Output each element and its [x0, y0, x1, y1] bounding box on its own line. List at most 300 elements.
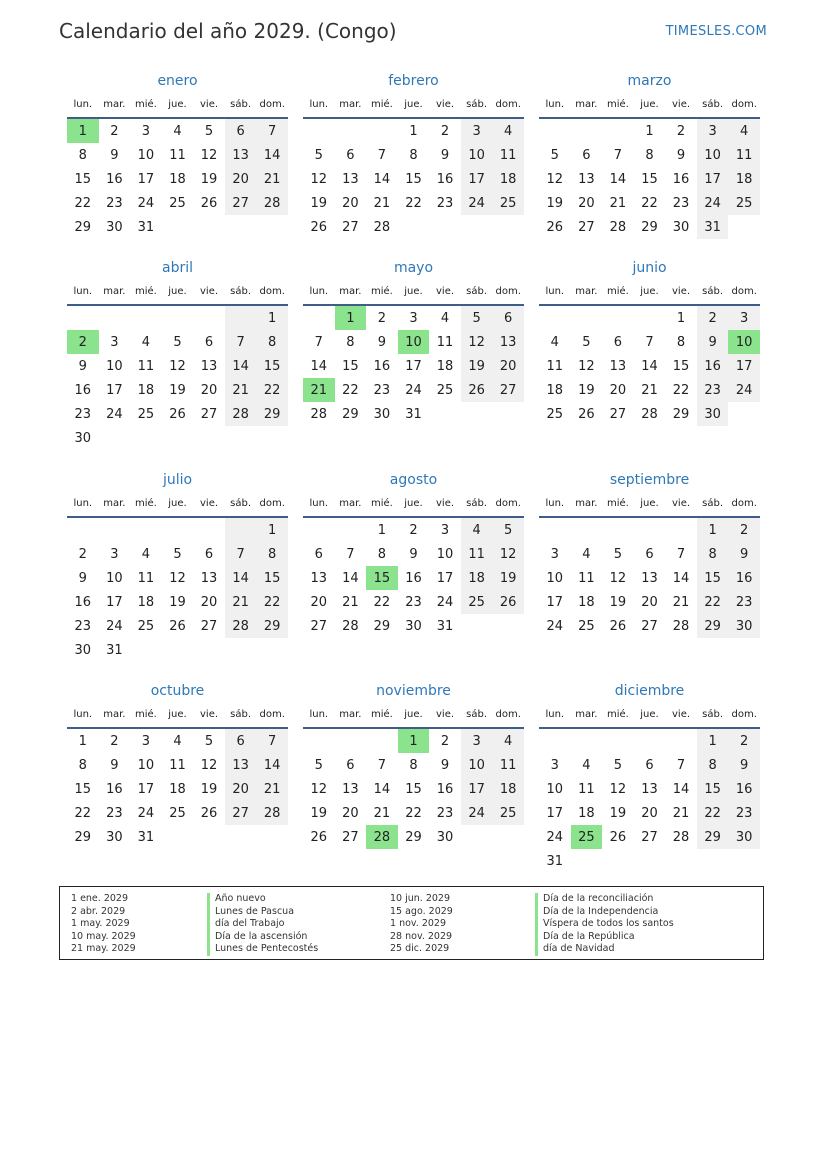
weekday-header: mar. — [99, 702, 131, 728]
day-cell: 27 — [200, 406, 218, 422]
empty-cell — [461, 614, 493, 638]
weekday-header: vie. — [193, 491, 225, 517]
day-cell: 28 — [310, 406, 328, 422]
day-cell: 22 — [74, 805, 92, 821]
day-cell: 14 — [373, 781, 391, 797]
day-cell: 30 — [405, 618, 422, 634]
day-cell: 17 — [461, 167, 493, 191]
day-cell: 30 — [697, 402, 729, 426]
day-cell: 27 — [310, 618, 328, 634]
day-cell: 17 — [405, 358, 422, 374]
day-cell: 16 — [728, 566, 760, 590]
day-cell: 5 — [173, 546, 182, 562]
day-cell: 28 — [225, 614, 257, 638]
day-cell: 7 — [613, 147, 623, 163]
day-cell: 5 — [492, 517, 524, 542]
day-cell: 24 — [461, 801, 493, 825]
legend-holiday-name: Año nuevo — [207, 893, 318, 906]
day-cell: 14 — [641, 358, 658, 374]
day-cell: 30 — [106, 219, 123, 235]
month-table — [539, 702, 760, 873]
day-cell: 9 — [697, 330, 729, 354]
day-cell: 26 — [492, 590, 524, 614]
empty-cell — [130, 426, 162, 450]
weekday-header: dom. — [492, 702, 524, 728]
day-cell: 13 — [200, 358, 218, 374]
day-cell: 26 — [200, 195, 218, 211]
day-cell: 15 — [256, 354, 288, 378]
day-cell: 12 — [200, 757, 218, 773]
empty-cell — [665, 728, 697, 753]
empty-cell — [193, 517, 225, 542]
empty-cell — [728, 402, 760, 426]
day-cell: 25 — [492, 191, 524, 215]
day-cell: 10 — [461, 143, 493, 167]
empty-cell — [366, 728, 398, 753]
day-cell: 21 — [303, 378, 335, 402]
day-cell: 24 — [137, 805, 155, 821]
day-cell: 29 — [373, 618, 391, 634]
month-septiembre — [539, 470, 760, 638]
day-cell: 31 — [546, 853, 564, 869]
empty-cell — [634, 305, 666, 330]
day-cell: 6 — [314, 546, 323, 562]
day-cell: 23 — [373, 382, 391, 398]
day-cell: 30 — [74, 430, 92, 446]
day-cell: 8 — [346, 334, 355, 350]
day-cell: 20 — [225, 167, 257, 191]
legend-dates-col-1 — [71, 893, 136, 956]
day-cell: 17 — [546, 594, 564, 610]
weekday-header: jue. — [162, 702, 194, 728]
day-cell: 24 — [436, 594, 454, 610]
weekday-header: mar. — [571, 279, 603, 305]
day-cell: 21 — [256, 167, 288, 191]
empty-cell — [697, 849, 729, 873]
legend-date: 1 ene. 2029 — [71, 893, 128, 904]
day-cell: 20 — [492, 354, 524, 378]
empty-cell — [193, 825, 225, 849]
weekday-header: mar. — [335, 491, 367, 517]
day-cell: 4 — [492, 118, 524, 143]
day-cell: 14 — [609, 171, 627, 187]
legend-names-col-1 — [207, 893, 318, 956]
day-cell: 8 — [676, 334, 686, 350]
empty-cell — [492, 402, 524, 426]
day-cell: 11 — [578, 781, 595, 797]
legend-holiday-name: Víspera de todos los santos — [535, 918, 674, 931]
day-cell: 3 — [550, 757, 559, 773]
weekday-header: lun. — [303, 279, 335, 305]
day-cell: 8 — [78, 147, 87, 163]
day-cell: 6 — [225, 728, 257, 753]
day-cell: 18 — [137, 382, 155, 398]
empty-cell — [225, 638, 257, 662]
empty-cell — [193, 215, 225, 239]
day-cell: 28 — [256, 191, 288, 215]
day-cell: 19 — [169, 382, 186, 398]
day-cell: 7 — [377, 147, 387, 163]
day-cell: 19 — [200, 171, 218, 187]
day-cell: 9 — [110, 147, 119, 163]
day-cell: 1 — [697, 728, 729, 753]
day-cell: 19 — [609, 594, 627, 610]
empty-cell — [303, 118, 335, 143]
empty-cell — [335, 728, 367, 753]
day-cell: 24 — [405, 382, 422, 398]
day-cell: 9 — [377, 334, 387, 350]
day-cell: 21 — [373, 195, 391, 211]
day-cell: 24 — [728, 378, 760, 402]
weekday-header: vie. — [665, 702, 697, 728]
day-cell: 16 — [672, 171, 690, 187]
day-cell: 9 — [78, 358, 87, 374]
day-cell: 10 — [106, 358, 123, 374]
day-cell: 24 — [106, 618, 123, 634]
day-cell: 3 — [141, 123, 151, 139]
month-name: noviembre — [376, 683, 451, 699]
month-name: diciembre — [614, 683, 685, 699]
weekday-header: dom. — [256, 92, 288, 118]
month-agosto — [303, 470, 524, 638]
day-cell: 1 — [335, 305, 367, 330]
weekday-header: mar. — [571, 491, 603, 517]
day-cell: 16 — [697, 354, 729, 378]
weekday-header: vie. — [665, 279, 697, 305]
legend-date: 21 may. 2029 — [71, 943, 136, 955]
empty-cell — [256, 215, 288, 239]
day-cell: 23 — [728, 590, 760, 614]
day-cell: 18 — [578, 594, 595, 610]
legend-holiday-name: Día de la Independencia — [535, 906, 674, 919]
month-mayo — [303, 258, 524, 426]
weekday-header: jue. — [634, 92, 666, 118]
day-cell: 31 — [405, 406, 422, 422]
day-cell: 5 — [314, 147, 323, 163]
day-cell: 29 — [74, 829, 92, 845]
weekday-header: lun. — [303, 491, 335, 517]
empty-cell — [539, 517, 571, 542]
empty-cell — [539, 305, 571, 330]
day-cell: 4 — [141, 334, 151, 350]
day-cell: 30 — [728, 614, 760, 638]
day-cell: 4 — [582, 546, 591, 562]
empty-cell — [492, 825, 524, 849]
day-cell: 13 — [578, 171, 595, 187]
day-cell: 29 — [697, 614, 729, 638]
weekday-header: sáb. — [225, 279, 257, 305]
day-cell: 17 — [137, 171, 155, 187]
day-cell: 29 — [672, 406, 690, 422]
day-cell: 23 — [436, 195, 454, 211]
day-cell: 10 — [137, 147, 155, 163]
day-cell: 19 — [200, 781, 218, 797]
day-cell: 23 — [436, 805, 454, 821]
weekday-header: sáb. — [461, 491, 493, 517]
day-cell: 25 — [169, 805, 186, 821]
day-cell: 4 — [582, 757, 591, 773]
weekday-header: jue. — [398, 702, 430, 728]
day-cell: 26 — [578, 406, 595, 422]
month-junio — [539, 258, 760, 426]
day-cell: 9 — [110, 757, 119, 773]
empty-cell — [67, 517, 99, 542]
weekday-header: mié. — [130, 92, 162, 118]
weekday-header: mié. — [366, 279, 398, 305]
day-cell: 2 — [110, 733, 119, 749]
day-cell: 4 — [461, 517, 493, 542]
day-cell: 9 — [440, 757, 450, 773]
holiday-legend — [59, 886, 764, 960]
day-cell: 25 — [169, 195, 186, 211]
month-name: octubre — [150, 683, 205, 699]
day-cell: 30 — [672, 219, 690, 235]
weekday-header: jue. — [634, 279, 666, 305]
weekday-header: mié. — [602, 279, 634, 305]
month-table — [303, 92, 524, 239]
day-cell: 4 — [550, 334, 559, 350]
weekday-header: jue. — [398, 279, 430, 305]
day-cell: 4 — [492, 728, 524, 753]
day-cell: 3 — [141, 733, 151, 749]
day-cell: 28 — [366, 825, 398, 849]
day-cell: 5 — [582, 334, 591, 350]
day-cell: 30 — [436, 829, 454, 845]
day-cell: 13 — [609, 358, 627, 374]
weekday-header: sáb. — [461, 92, 493, 118]
day-cell: 25 — [728, 191, 760, 215]
day-cell: 8 — [377, 546, 387, 562]
empty-cell — [728, 215, 760, 239]
empty-cell — [162, 426, 194, 450]
day-cell: 24 — [106, 406, 123, 422]
day-cell: 13 — [225, 753, 257, 777]
weekday-header: dom. — [256, 491, 288, 517]
day-cell: 12 — [609, 570, 627, 586]
day-cell: 18 — [436, 358, 454, 374]
legend-holiday-name: Día de la República — [535, 931, 674, 944]
brand-link[interactable]: TIMESLES.COM — [665, 24, 767, 39]
month-enero — [67, 71, 288, 239]
day-cell: 29 — [405, 829, 422, 845]
month-table — [303, 279, 524, 426]
day-cell: 1 — [676, 310, 686, 326]
day-cell: 12 — [200, 147, 218, 163]
legend-holiday-name: día del Trabajo — [207, 918, 318, 931]
day-cell: 14 — [310, 358, 328, 374]
day-cell: 8 — [697, 753, 729, 777]
day-cell: 14 — [672, 570, 690, 586]
day-cell: 20 — [310, 594, 328, 610]
day-cell: 16 — [373, 358, 391, 374]
day-cell: 28 — [672, 618, 690, 634]
day-cell: 19 — [578, 382, 595, 398]
day-cell: 7 — [256, 118, 288, 143]
day-cell: 9 — [440, 147, 450, 163]
day-cell: 1 — [256, 305, 288, 330]
day-cell: 4 — [173, 123, 182, 139]
day-cell: 10 — [398, 330, 430, 354]
day-cell: 12 — [578, 358, 595, 374]
empty-cell — [335, 517, 367, 542]
day-cell: 15 — [342, 358, 359, 374]
day-cell: 6 — [204, 334, 214, 350]
empty-cell — [193, 426, 225, 450]
empty-cell — [492, 215, 524, 239]
day-cell: 18 — [137, 594, 155, 610]
empty-cell — [256, 825, 288, 849]
weekday-header: lun. — [539, 491, 571, 517]
day-cell: 4 — [141, 546, 151, 562]
day-cell: 19 — [310, 195, 328, 211]
weekday-header: mié. — [130, 279, 162, 305]
weekday-header: sáb. — [697, 92, 729, 118]
day-cell: 9 — [78, 570, 87, 586]
empty-cell — [99, 426, 131, 450]
day-cell: 1 — [409, 123, 418, 139]
day-cell: 11 — [578, 570, 595, 586]
day-cell: 11 — [728, 143, 760, 167]
day-cell: 8 — [78, 757, 87, 773]
day-cell: 19 — [492, 566, 524, 590]
month-marzo — [539, 71, 760, 239]
day-cell: 20 — [578, 195, 595, 211]
day-cell: 8 — [645, 147, 654, 163]
day-cell: 6 — [582, 147, 591, 163]
day-cell: 2 — [440, 733, 450, 749]
day-cell: 15 — [405, 781, 422, 797]
month-table — [67, 491, 288, 662]
empty-cell — [429, 215, 461, 239]
day-cell: 6 — [645, 757, 654, 773]
day-cell: 5 — [613, 546, 623, 562]
day-cell: 17 — [106, 594, 123, 610]
day-cell: 22 — [641, 195, 658, 211]
day-cell: 3 — [409, 310, 418, 326]
day-cell: 22 — [342, 382, 359, 398]
empty-cell — [728, 849, 760, 873]
day-cell: 2 — [697, 305, 729, 330]
day-cell: 26 — [310, 219, 328, 235]
day-cell: 20 — [225, 777, 257, 801]
month-name: mayo — [393, 260, 434, 276]
day-cell: 21 — [641, 382, 658, 398]
month-table — [303, 702, 524, 849]
day-cell: 9 — [728, 753, 760, 777]
weekday-header: dom. — [728, 92, 760, 118]
day-cell: 9 — [409, 546, 418, 562]
day-cell: 8 — [256, 330, 288, 354]
day-cell: 11 — [137, 570, 155, 586]
day-cell: 27 — [609, 406, 627, 422]
day-cell: 27 — [342, 829, 359, 845]
day-cell: 19 — [310, 805, 328, 821]
day-cell: 2 — [728, 728, 760, 753]
empty-cell — [335, 118, 367, 143]
empty-cell — [634, 517, 666, 542]
day-cell: 11 — [436, 334, 454, 350]
day-cell: 30 — [74, 642, 92, 658]
day-cell: 22 — [697, 590, 729, 614]
weekday-header: dom. — [256, 702, 288, 728]
day-cell: 14 — [225, 354, 257, 378]
day-cell: 27 — [492, 378, 524, 402]
weekday-header: lun. — [67, 279, 99, 305]
month-name: febrero — [388, 73, 439, 89]
legend-date: 2 abr. 2029 — [71, 905, 126, 917]
day-cell: 15 — [74, 171, 92, 187]
weekday-header: mar. — [99, 491, 131, 517]
month-octubre — [67, 681, 288, 849]
legend-holiday-name: Lunes de Pentecostés — [207, 943, 318, 956]
month-name: agosto — [389, 472, 438, 488]
day-cell: 26 — [169, 406, 186, 422]
day-cell: 14 — [256, 143, 288, 167]
legend-dates-col-2 — [390, 893, 453, 956]
day-cell: 28 — [641, 406, 658, 422]
weekday-header: dom. — [728, 491, 760, 517]
day-cell: 12 — [492, 542, 524, 566]
weekday-header: vie. — [193, 702, 225, 728]
day-cell: 5 — [204, 733, 214, 749]
day-cell: 12 — [461, 330, 493, 354]
day-cell: 8 — [697, 542, 729, 566]
weekday-header: mar. — [99, 92, 131, 118]
day-cell: 29 — [74, 219, 92, 235]
day-cell: 13 — [225, 143, 257, 167]
weekday-header: mié. — [366, 92, 398, 118]
day-cell: 15 — [256, 566, 288, 590]
weekday-header: sáb. — [461, 702, 493, 728]
month-noviembre — [303, 681, 524, 849]
legend-holiday-name: Día de la reconciliación — [535, 893, 674, 906]
day-cell: 24 — [461, 191, 493, 215]
weekday-header: mar. — [571, 702, 603, 728]
day-cell: 6 — [645, 546, 654, 562]
day-cell: 28 — [672, 829, 690, 845]
day-cell: 28 — [373, 219, 391, 235]
day-cell: 3 — [440, 522, 450, 538]
day-cell: 27 — [342, 219, 359, 235]
day-cell: 22 — [256, 590, 288, 614]
day-cell: 29 — [697, 825, 729, 849]
day-cell: 5 — [461, 305, 493, 330]
empty-cell — [602, 849, 634, 873]
day-cell: 26 — [169, 618, 186, 634]
day-cell: 3 — [110, 334, 119, 350]
empty-cell — [225, 215, 257, 239]
day-cell: 25 — [492, 801, 524, 825]
weekday-header: dom. — [492, 491, 524, 517]
page-title: Calendario del año 2029. (Congo) — [59, 19, 397, 43]
weekday-header: lun. — [67, 702, 99, 728]
legend-holiday-name: Lunes de Pascua — [207, 906, 318, 919]
day-cell: 1 — [67, 118, 99, 143]
day-cell: 31 — [137, 829, 155, 845]
day-cell: 2 — [676, 123, 686, 139]
day-cell: 10 — [137, 757, 155, 773]
legend-date: 10 jun. 2029 — [390, 893, 451, 904]
day-cell: 28 — [609, 219, 627, 235]
legend-date: 28 nov. 2029 — [390, 930, 453, 942]
day-cell: 3 — [461, 118, 493, 143]
month-julio — [67, 470, 288, 662]
empty-cell — [602, 305, 634, 330]
day-cell: 11 — [169, 757, 186, 773]
day-cell: 2 — [110, 123, 119, 139]
day-cell: 24 — [697, 191, 729, 215]
day-cell: 12 — [169, 570, 186, 586]
